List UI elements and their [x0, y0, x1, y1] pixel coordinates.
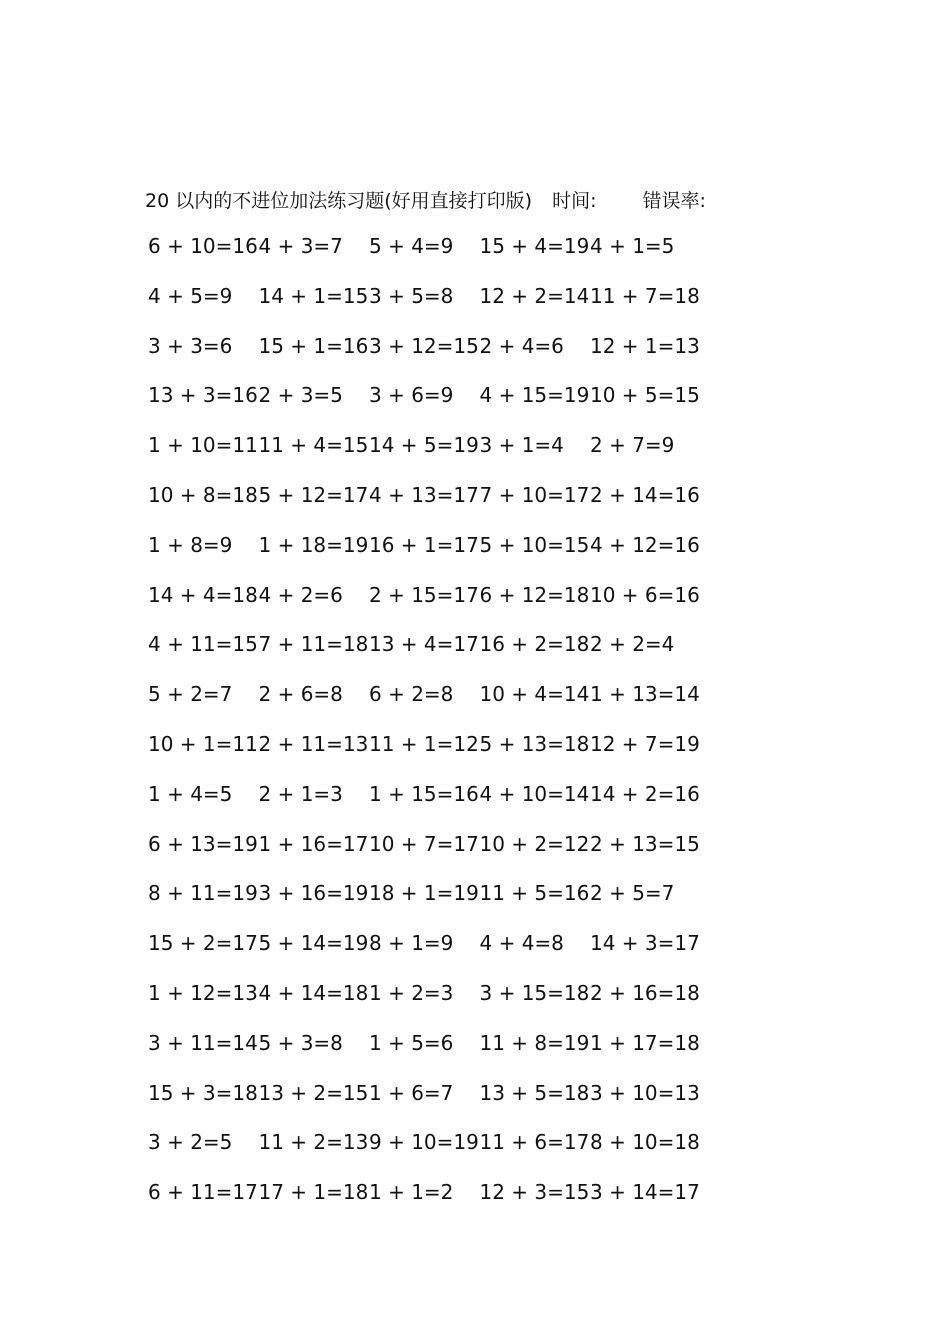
problem-cell: 1 + 2=3 — [369, 980, 454, 1005]
problem-cell: 11 + 8=19 — [479, 1030, 590, 1055]
problem-row — [148, 682, 701, 732]
problem-cell: 12 + 7=19 — [590, 731, 700, 756]
problem-row — [148, 632, 701, 682]
problem-cell: 2 + 3=5 — [258, 383, 343, 408]
problem-row — [148, 483, 701, 533]
problem-cell: 3 + 3=6 — [148, 333, 233, 358]
problem-cell: 8 + 1=9 — [369, 931, 454, 956]
problem-cell: 1 + 8=9 — [148, 532, 233, 557]
problem-row — [148, 234, 701, 284]
problem-cell: 2 + 5=7 — [590, 881, 675, 906]
problem-cell: 4 + 4=8 — [479, 931, 564, 956]
problem-row — [148, 782, 701, 832]
problem-row — [148, 533, 701, 583]
problem-row — [148, 1031, 701, 1081]
problem-cell: 8 + 10=18 — [590, 1130, 700, 1155]
problem-cell: 2 + 16=18 — [590, 980, 700, 1005]
problem-cell: 15 + 1=16 — [258, 333, 369, 358]
problem-cell: 1 + 15=16 — [369, 781, 479, 806]
problem-cell: 16 + 1=17 — [369, 532, 479, 557]
problem-cell: 4 + 10=14 — [479, 781, 590, 806]
problem-cell: 1 + 17=18 — [590, 1030, 700, 1055]
problem-cell: 15 + 3=18 — [148, 1080, 258, 1105]
worksheet-header — [145, 186, 706, 213]
problem-cell: 4 + 13=17 — [369, 482, 479, 507]
problem-cell: 5 + 12=17 — [258, 482, 369, 507]
problem-cell: 16 + 2=18 — [479, 632, 590, 657]
problem-cell: 9 + 10=19 — [369, 1130, 479, 1155]
problem-row — [148, 1081, 701, 1131]
problem-cell: 1 + 16=17 — [258, 831, 369, 856]
problem-cell: 3 + 6=9 — [369, 383, 454, 408]
problem-cell: 3 + 5=8 — [369, 283, 454, 308]
problem-cell: 10 + 5=15 — [590, 383, 700, 408]
problem-cell: 5 + 14=19 — [258, 931, 369, 956]
problem-cell: 4 + 3=7 — [258, 234, 343, 258]
problem-cell: 6 + 2=8 — [369, 682, 454, 707]
problem-cell: 3 + 2=5 — [148, 1130, 233, 1155]
problem-cell: 12 + 3=15 — [479, 1180, 590, 1205]
problem-cell: 5 + 3=8 — [258, 1030, 343, 1055]
problem-row — [148, 931, 701, 981]
problem-cell: 14 + 3=17 — [590, 931, 700, 956]
problem-cell: 3 + 14=17 — [590, 1180, 700, 1205]
problem-cell: 10 + 4=14 — [479, 682, 590, 707]
problem-cell: 1 + 5=6 — [369, 1030, 454, 1055]
problem-cell: 3 + 15=18 — [479, 980, 590, 1005]
problem-cell: 4 + 11=15 — [148, 632, 258, 657]
problem-cell: 2 + 11=13 — [258, 731, 369, 756]
problem-row — [148, 383, 701, 433]
problem-cell: 2 + 1=3 — [258, 781, 343, 806]
problem-cell: 8 + 11=19 — [148, 881, 258, 906]
problem-cell: 18 + 1=19 — [369, 881, 479, 906]
problem-cell: 6 + 12=18 — [479, 582, 590, 607]
problem-cell: 2 + 14=16 — [590, 482, 700, 507]
problem-cell: 13 + 4=17 — [369, 632, 479, 657]
problem-cell: 2 + 6=8 — [258, 682, 343, 707]
problem-cell: 17 + 1=18 — [258, 1180, 369, 1205]
problem-cell: 4 + 12=16 — [590, 532, 700, 557]
problem-row — [148, 433, 701, 483]
problem-cell: 13 + 5=18 — [479, 1080, 590, 1105]
problem-cell: 3 + 10=13 — [590, 1080, 700, 1105]
problem-cell: 3 + 16=19 — [258, 881, 369, 906]
problem-cell: 3 + 11=14 — [148, 1030, 258, 1055]
problem-cell: 7 + 11=18 — [258, 632, 369, 657]
worksheet-title: 20 以内的不进位加法练习题(好用直接打印版) — [145, 190, 533, 212]
problem-cell: 14 + 1=15 — [258, 283, 369, 308]
problem-cell: 5 + 13=18 — [479, 731, 590, 756]
problem-cell: 10 + 8=18 — [148, 482, 258, 507]
problem-cell: 10 + 6=16 — [590, 582, 700, 607]
problem-row — [148, 732, 701, 782]
problem-cell: 13 + 3=16 — [148, 383, 258, 408]
problem-cell: 6 + 11=17 — [148, 1180, 258, 1205]
problem-cell: 6 + 10=16 — [148, 234, 258, 258]
problem-row — [148, 981, 701, 1031]
problem-row — [148, 334, 701, 384]
problem-cell: 1 + 18=19 — [258, 532, 369, 557]
problem-cell: 11 + 5=16 — [479, 881, 590, 906]
problem-cell: 14 + 5=19 — [369, 433, 479, 458]
problem-row — [148, 832, 701, 882]
problem-cell: 11 + 6=17 — [479, 1130, 590, 1155]
problem-cell: 5 + 2=7 — [148, 682, 233, 707]
problem-cell: 11 + 4=15 — [258, 433, 369, 458]
problem-cell: 4 + 2=6 — [258, 582, 343, 607]
time-label: 时间: — [552, 190, 597, 212]
problem-grid — [148, 234, 701, 1230]
problem-cell: 2 + 4=6 — [479, 333, 564, 358]
error-rate-label: 错误率: — [642, 190, 706, 212]
problem-cell: 12 + 1=13 — [590, 333, 700, 358]
problem-cell: 11 + 1=12 — [369, 731, 479, 756]
problem-cell: 1 + 4=5 — [148, 781, 233, 806]
problem-cell: 2 + 15=17 — [369, 582, 479, 607]
problem-row — [148, 1130, 701, 1180]
problem-cell: 1 + 1=2 — [369, 1180, 454, 1205]
problem-cell: 1 + 12=13 — [148, 980, 258, 1005]
problem-cell: 1 + 10=11 — [148, 433, 258, 458]
problem-cell: 4 + 1=5 — [590, 234, 675, 258]
problem-cell: 1 + 6=7 — [369, 1080, 454, 1105]
problem-cell: 3 + 12=15 — [369, 333, 479, 358]
problem-cell: 2 + 2=4 — [590, 632, 675, 657]
problem-row — [148, 1180, 701, 1230]
problem-cell: 14 + 4=18 — [148, 582, 258, 607]
problem-cell: 6 + 13=19 — [148, 831, 258, 856]
problem-cell: 7 + 10=17 — [479, 482, 590, 507]
problem-cell: 11 + 7=18 — [590, 283, 700, 308]
problem-cell: 12 + 2=14 — [479, 283, 590, 308]
problem-cell: 2 + 13=15 — [590, 831, 700, 856]
problem-cell: 15 + 2=17 — [148, 931, 258, 956]
problem-cell: 15 + 4=19 — [479, 234, 590, 258]
problem-cell: 10 + 7=17 — [369, 831, 479, 856]
problem-cell: 4 + 5=9 — [148, 283, 233, 308]
problem-cell: 13 + 2=15 — [258, 1080, 369, 1105]
problem-cell: 14 + 2=16 — [590, 781, 700, 806]
problem-cell: 4 + 14=18 — [258, 980, 369, 1005]
problem-cell: 4 + 15=19 — [479, 383, 590, 408]
problem-cell: 11 + 2=13 — [258, 1130, 369, 1155]
problem-cell: 10 + 1=11 — [148, 731, 258, 756]
problem-row — [148, 583, 701, 633]
problem-cell: 5 + 10=15 — [479, 532, 590, 557]
problem-cell: 10 + 2=12 — [479, 831, 590, 856]
problem-cell: 2 + 7=9 — [590, 433, 675, 458]
problem-cell: 3 + 1=4 — [479, 433, 564, 458]
problem-row — [148, 284, 701, 334]
problem-row — [148, 881, 701, 931]
problem-cell: 1 + 13=14 — [590, 682, 700, 707]
problem-cell: 5 + 4=9 — [369, 234, 454, 258]
